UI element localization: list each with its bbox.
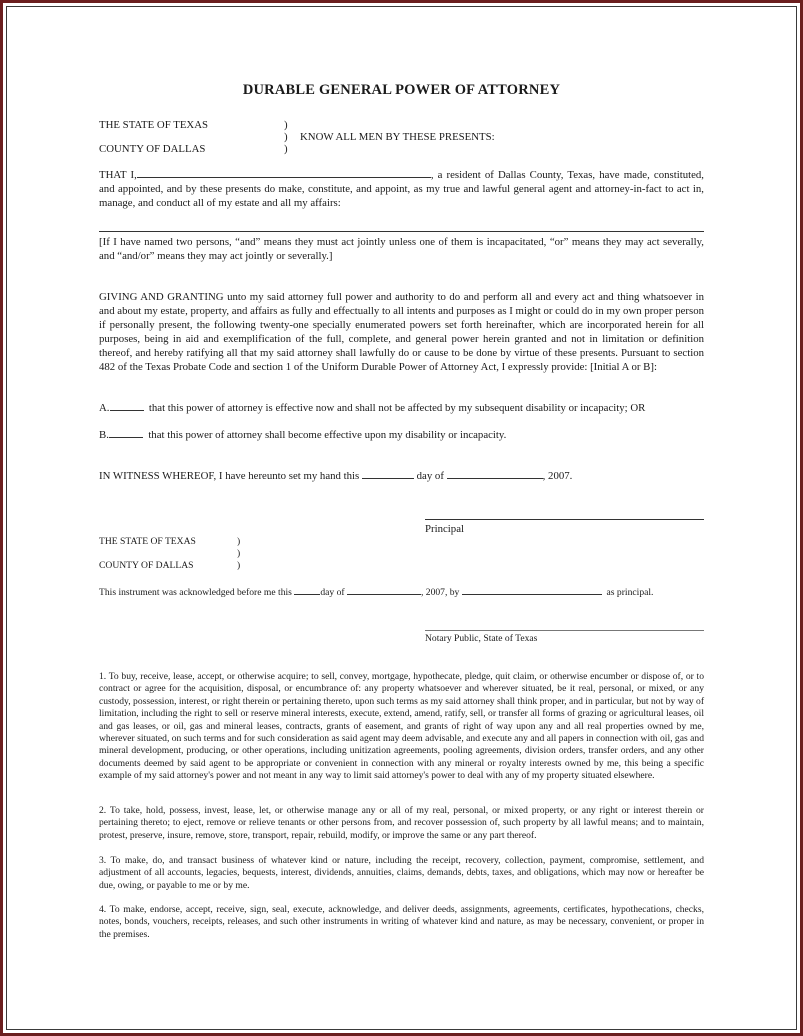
ack-paren-3: ) (237, 560, 241, 571)
power-item-3: 3. To make, do, and transact business of whatever kind or nature, including the receipt, recovery, collection, payment, compromise, settlement, and adjustment of all accounts, legacies, bequests, interest, dividends, annuities, claims, demands, debts, taxes, and obligations, which may now or hereafter be due, owing, or payable to me or by me. (99, 855, 704, 891)
option-a (99, 400, 645, 415)
intro-rest: , a resident of Dallas County, Texas, have made, constituted, and appointed, and by these presents do make, constitute, and appoint, as my true and lawful general agent and attorney-in-fact to act in, manage, and conduct all of my estate and all my affairs: (99, 169, 704, 209)
ack-county: COUNTY OF DALLAS (99, 560, 194, 571)
document-title: DURABLE GENERAL POWER OF ATTORNEY (242, 82, 561, 98)
notary-label: Notary Public, State of Texas (425, 633, 538, 644)
principal-label: Principal (425, 523, 464, 535)
ack-year-by: , 2007, by (420, 587, 460, 598)
witness-month-blank[interactable] (447, 468, 543, 479)
intro-that-i: THAT I, (99, 169, 137, 181)
ack-day-blank[interactable] (294, 585, 320, 595)
witness-line (99, 468, 572, 483)
principal-signature-line[interactable] (425, 519, 704, 520)
ack-day-of: day of (320, 587, 345, 598)
ack-paren-2: ) (237, 548, 241, 559)
ack-as-principal: as principal. (606, 587, 654, 598)
power-item-1: 1. To buy, receive, lease, accept, or otherwise acquire; to sell, convey, mortgage, hypothecate, pledge, quit claim, or otherwise encumber or dispose of, or to contract or agree for the acquisition, disposal, or encumbrance of: any property whatsoever and wherever situated, be it real, personal, or mixed, or any custody, possession, interest, or right therein or pertaining thereto, upon such terms as my said attorney shall think proper, and in particular, but not by way of limitation, including the right to sell or reserve mineral interests, execute, extend, amend, ratify, sell, or transfer all forms of grazing or agricultural leases, oil and gas leases, or oil, gas and mineral leases, contracts, grants of easement, and grants of right of way upon any and all real properties owned by me, wherever situated, on such terms and for such consideration as said agent may deem advisable, and execute any and all papers in connection with oil, gas and mineral development, producing, or other operations, including unitization agreements, pooling agreements, division orders, transfer orders, and any other documents deemed by said agent to be appropriate or convenient in connection with any mineral or royalty interests owned by me, this being a specific example of my said attorney's power and not meant in any way to limit said attorney's power to deal with any of my property situated elsewhere. (99, 671, 705, 782)
know-all-men: KNOW ALL MEN BY THESE PRESENTS: (300, 131, 495, 143)
ack-lead: This instrument was acknowledged before me this (99, 587, 292, 598)
giving-granting-paragraph: GIVING AND GRANTING unto my said attorney full power and authority to do and perform all and every act and thing whatsoever in and about my estate, property, and affairs as fully and effectually to all intents and purposes as I might or could do in my own proper person if personally present, the following twenty-one specially enumerated powers set forth hereinafter, which are incorporated herein for all purposes, being in aid and exemplification of the full, complete, and general power herein granted and not in limitation or definition thereof, and hereby ratifying all that my said attorney shall lawfully do or cause to be done by virtue of these presents. Pursuant to section 482 of the Texas Probate Code and section 1 of the Uniform Durable Power of Attorney Act, I expressly provide: [Initial A or B]: (99, 291, 704, 373)
agent-name-line[interactable] (99, 231, 704, 232)
header-paren-3: ) (284, 143, 288, 155)
intro-paragraph (99, 167, 704, 210)
option-b (99, 427, 506, 442)
header-paren-1: ) (284, 119, 288, 131)
ack-state: THE STATE OF TEXAS (99, 536, 196, 547)
ack-name-blank[interactable] (462, 585, 602, 595)
witness-day-of: day of (416, 470, 444, 482)
power-item-4: 4. To make, endorse, accept, receive, sign, seal, execute, acknowledge, and deliver deeds, assignments, agreements, certificates, hypothecations, checks, notes, bonds, vouchers, receipts, releases, and such other instruments in writing of whatever kind and nature, as may be necessary, convenient, or proper in the premises. (99, 904, 704, 940)
notary-signature-line[interactable] (425, 630, 704, 631)
header-paren-2: ) (284, 131, 288, 143)
two-persons-note: [If I have named two persons, “and” means they must act jointly unless one of them is incapacitated, “or” means they may act severally, and “and/or” means they may act jointly or severally.] (99, 236, 704, 262)
header-state: THE STATE OF TEXAS (99, 119, 209, 131)
option-a-initial-blank[interactable] (110, 400, 144, 411)
option-a-label: A. (99, 402, 110, 414)
acknowledgment-line (99, 585, 653, 599)
witness-day-blank[interactable] (362, 468, 414, 479)
power-item-2: 2. To take, hold, possess, invest, lease, let, or otherwise manage any or all of my real, personal, or mixed property, or any right or interest therein or pertaining thereto; to eject, remove or relieve tenants or other persons from, and recover possession of, such property by all lawful means; and to maintain, protest, preserve, insure, remove, store, transport, repair, rebuild, modify, or improve the same or any part thereof. (99, 805, 704, 841)
option-a-text: that this power of attorney is effective now and shall not be affected by my subsequent disability or incapacity; OR (148, 402, 646, 414)
option-b-text: that this power of attorney shall become effective upon my disability or incapacity. (148, 429, 507, 441)
option-b-initial-blank[interactable] (109, 427, 143, 438)
name-blank[interactable] (137, 167, 431, 178)
option-b-label: B. (99, 429, 109, 441)
witness-year: , 2007. (542, 470, 573, 482)
ack-month-blank[interactable] (347, 585, 421, 595)
ack-paren-1: ) (237, 536, 241, 547)
header-county: COUNTY OF DALLAS (99, 143, 206, 155)
witness-lead: IN WITNESS WHEREOF, I have hereunto set my hand this (99, 470, 360, 482)
